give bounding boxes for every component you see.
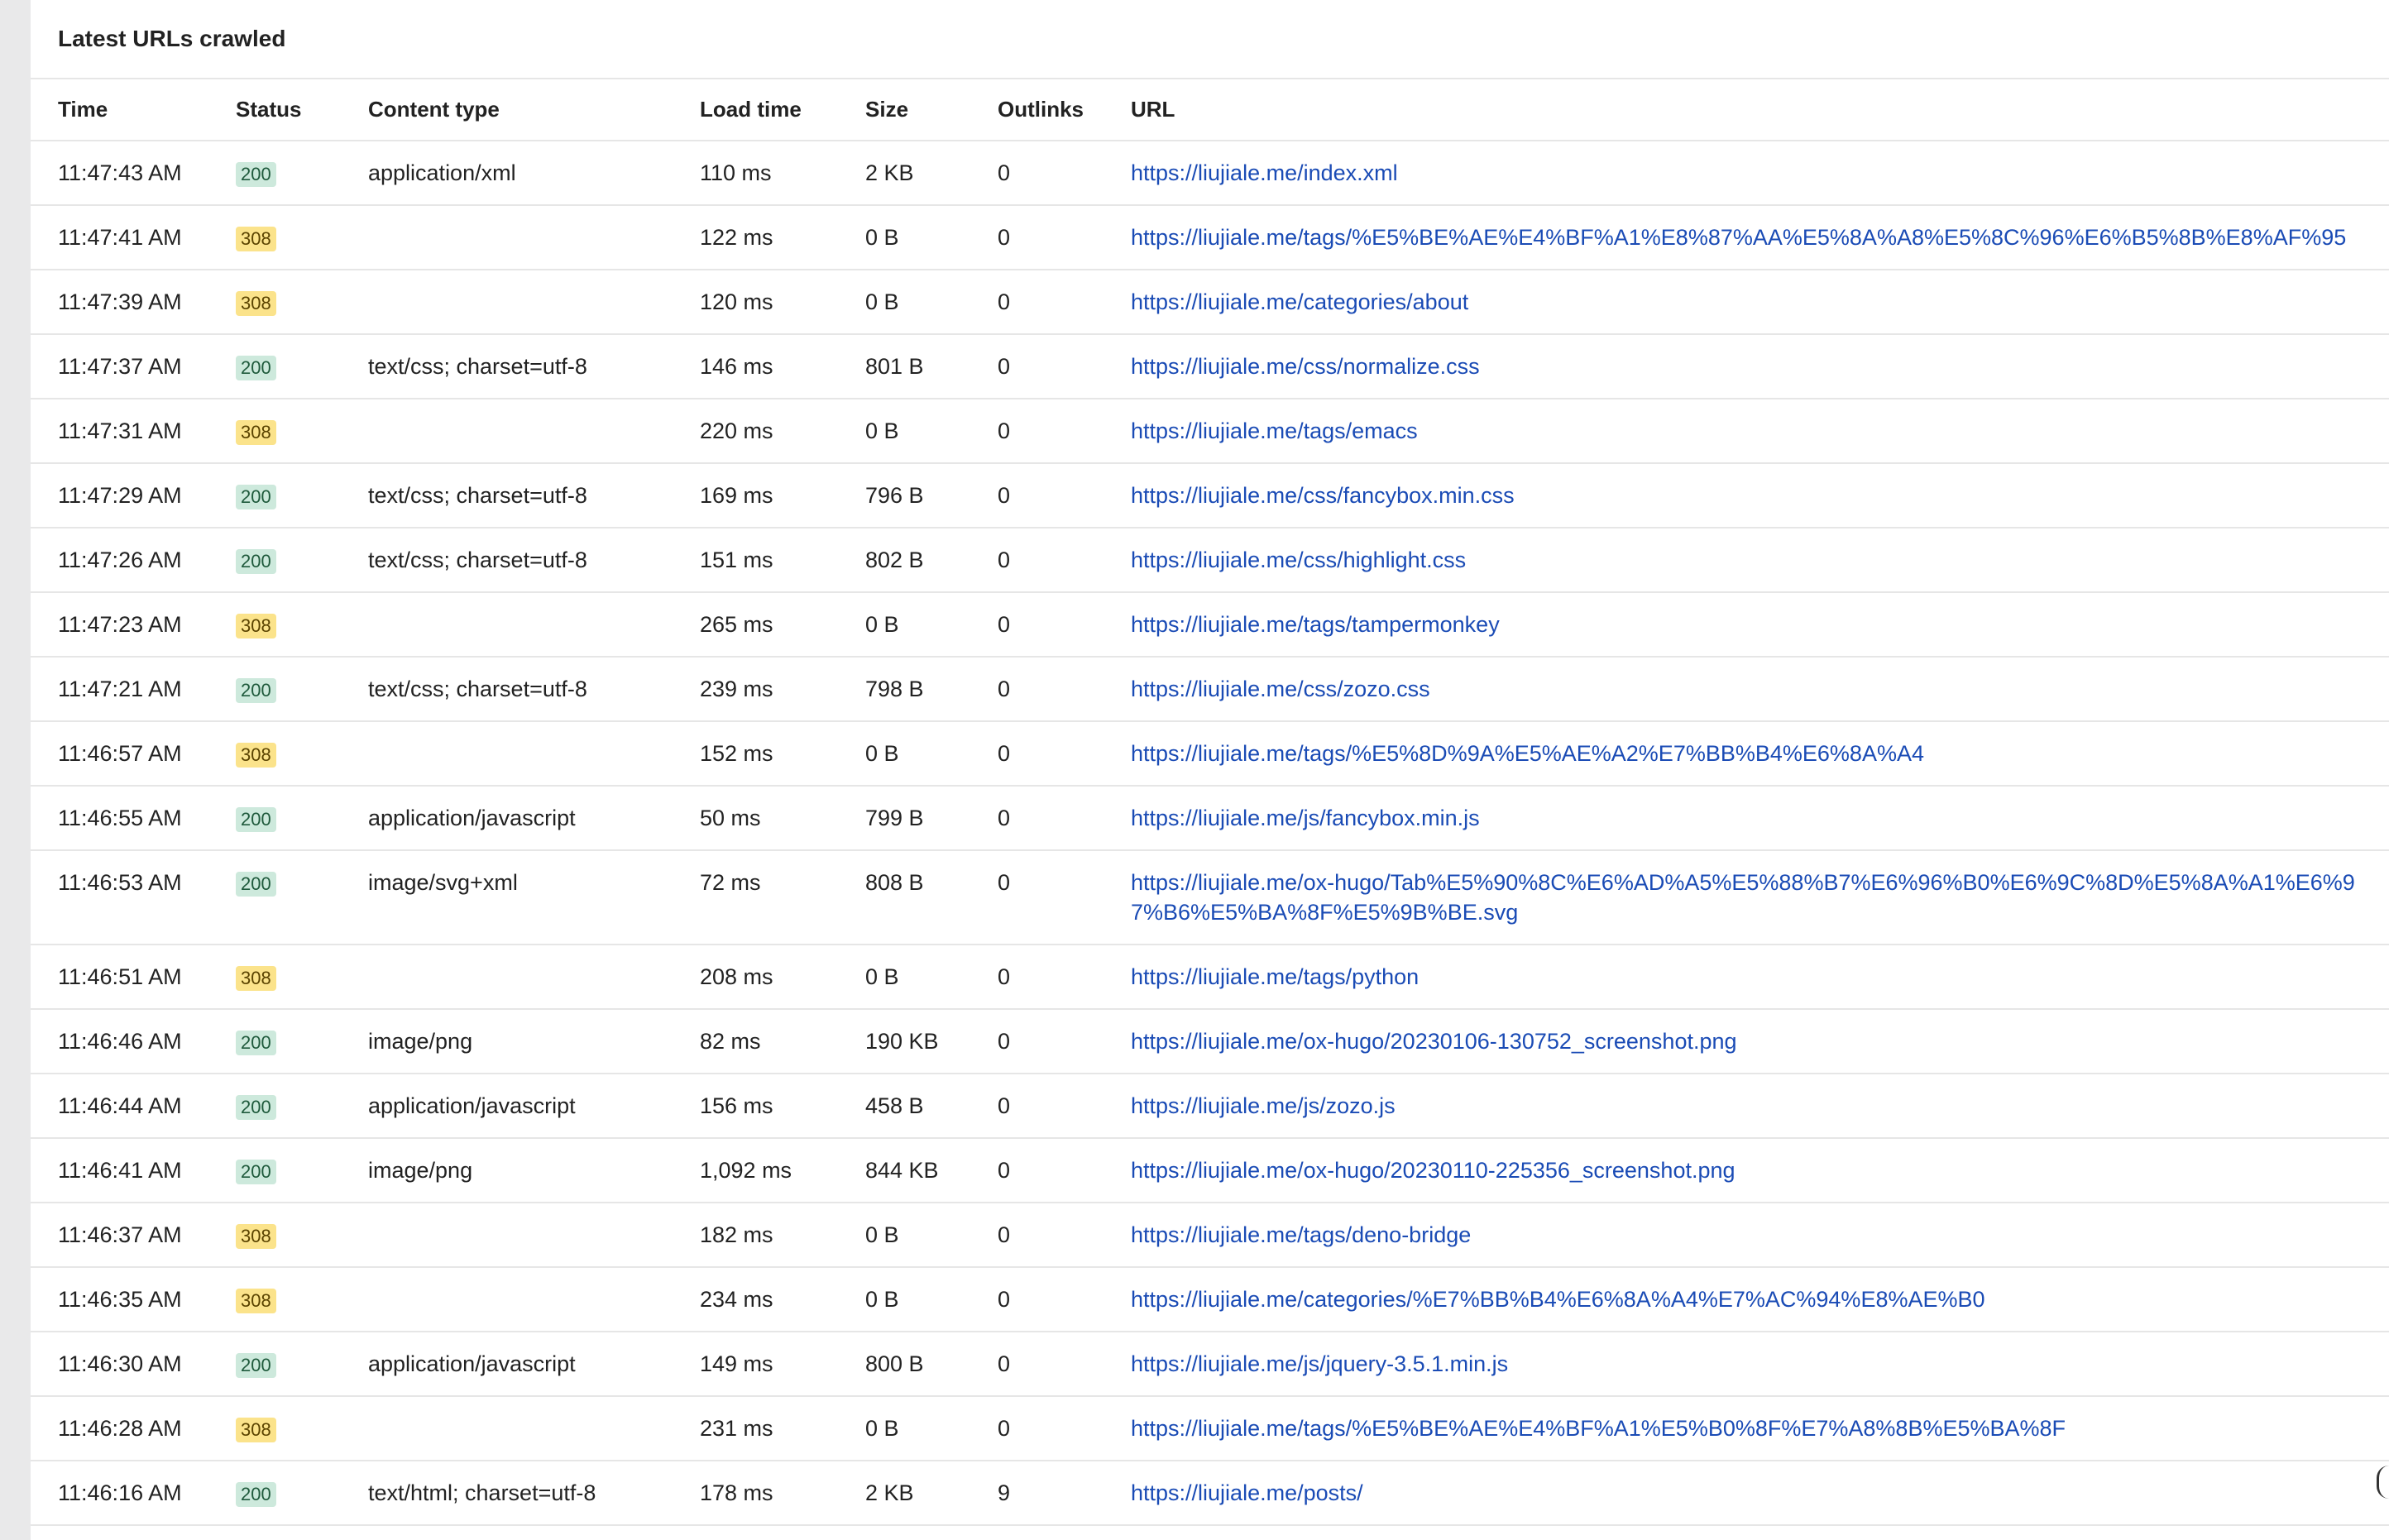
outlinks-cell: 0 [998,205,1131,270]
url-link[interactable]: https://liujiale.me/js/fancybox.min.js [1131,806,1480,830]
size-cell: 190 KB [865,1009,998,1074]
content-type-cell [368,1203,700,1267]
url-link[interactable]: https://liujiale.me/ox-hugo/20230110-225356_screenshot.png [1131,1158,1735,1183]
status-badge: 308 [236,1418,276,1442]
table-row [31,1138,2389,1203]
column-header-time[interactable]: Time [31,79,236,141]
status-cell [236,463,368,528]
load-time-cell: 265 ms [700,592,865,657]
time-cell: 11:46:51 AM [31,945,236,1009]
time-cell: 11:46:57 AM [31,721,236,786]
outlinks-cell: 0 [998,786,1131,850]
time-cell: 11:47:41 AM [31,205,236,270]
load-time-cell: 149 ms [700,1332,865,1396]
size-cell: 0 B [865,945,998,1009]
load-time-cell: 208 ms [700,945,865,1009]
status-badge: 200 [236,1482,276,1507]
size-cell: 0 B [865,1267,998,1332]
table-row [31,1332,2389,1396]
status-cell [236,1203,368,1267]
load-time-cell: 152 ms [700,721,865,786]
table-row [31,850,2389,945]
url-cell [1131,1009,2389,1074]
size-cell: 2 KB [865,141,998,205]
outlinks-cell: 0 [998,334,1131,399]
table-header-row [31,79,2389,141]
url-cell [1131,334,2389,399]
load-time-cell: 220 ms [700,399,865,463]
status-badge: 308 [236,966,276,991]
load-time-cell: 231 ms [700,1396,865,1461]
status-cell [236,786,368,850]
content-type-cell [368,399,700,463]
url-link[interactable]: https://liujiale.me/categories/about [1131,289,1469,314]
url-cell [1131,528,2389,592]
table-row [31,1074,2389,1138]
status-badge: 200 [236,807,276,832]
outlinks-cell: 0 [998,1074,1131,1138]
size-cell: 2 KB [865,1461,998,1525]
size-cell: 0 B [865,1396,998,1461]
status-cell [236,334,368,399]
load-time-cell: 82 ms [700,1009,865,1074]
outlinks-cell: 9 [998,1461,1131,1525]
outlinks-cell: 0 [998,1009,1131,1074]
url-link[interactable]: https://liujiale.me/ox-hugo/20230106-130752_screenshot.png [1131,1029,1737,1054]
table-row [31,528,2389,592]
status-badge: 308 [236,227,276,251]
content-type-cell: image/png [368,1009,700,1074]
status-cell [236,1074,368,1138]
status-cell [236,850,368,945]
status-badge: 200 [236,1095,276,1120]
size-cell: 0 B [865,399,998,463]
status-cell [236,528,368,592]
size-cell: 808 B [865,850,998,945]
load-time-cell: 169 ms [700,463,865,528]
outlinks-cell: 0 [998,850,1131,945]
content-type-cell: text/css; charset=utf-8 [368,657,700,721]
table-row [31,334,2389,399]
status-badge: 308 [236,420,276,445]
content-type-cell [368,721,700,786]
table-row [31,657,2389,721]
status-badge: 200 [236,356,276,380]
status-badge: 200 [236,678,276,703]
content-type-cell [368,270,700,334]
status-cell [236,399,368,463]
size-cell: 458 B [865,1074,998,1138]
status-badge: 200 [236,162,276,187]
table-row [31,1396,2389,1461]
time-cell: 11:46:30 AM [31,1332,236,1396]
time-cell: 11:47:43 AM [31,141,236,205]
time-cell: 11:46:35 AM [31,1267,236,1332]
time-cell: 11:46:44 AM [31,1074,236,1138]
table-row [31,786,2389,850]
url-cell [1131,850,2389,945]
crawl-panel [31,0,2389,1540]
url-link[interactable]: https://liujiale.me/tags/python [1131,964,1420,989]
size-cell: 796 B [865,463,998,528]
column-header-load-time[interactable]: Load time [700,79,865,141]
url-link[interactable]: https://liujiale.me/css/normalize.css [1131,354,1480,379]
outlinks-cell: 0 [998,528,1131,592]
content-type-cell: text/html; charset=utf-8 [368,1461,700,1525]
time-cell: 11:46:16 AM [31,1461,236,1525]
table-row [31,270,2389,334]
status-cell [236,721,368,786]
status-badge: 308 [236,291,276,316]
size-cell: 0 B [865,721,998,786]
content-type-cell [368,205,700,270]
content-type-cell [368,1267,700,1332]
url-cell [1131,205,2389,270]
url-link[interactable]: https://liujiale.me/tags/emacs [1131,418,1418,443]
status-badge: 200 [236,1353,276,1378]
url-cell [1131,399,2389,463]
table-row [31,399,2389,463]
status-badge: 200 [236,1160,276,1184]
size-cell: 801 B [865,334,998,399]
column-header-url[interactable]: URL [1131,79,2389,141]
time-cell: 11:47:23 AM [31,592,236,657]
size-cell: 800 B [865,1332,998,1396]
column-header-content-type[interactable]: Content type [368,79,700,141]
status-cell [236,205,368,270]
url-cell [1131,592,2389,657]
url-cell [1131,1332,2389,1396]
load-time-cell: 182 ms [700,1203,865,1267]
size-cell: 0 B [865,205,998,270]
url-cell [1131,270,2389,334]
status-badge: 200 [236,1031,276,1055]
url-link[interactable]: https://liujiale.me/js/jquery-3.5.1.min.js [1131,1351,1509,1376]
panel-title: Latest URLs crawled [58,26,286,51]
status-cell [236,1396,368,1461]
time-cell: 11:47:31 AM [31,399,236,463]
size-cell: 0 B [865,592,998,657]
time-cell: 11:47:29 AM [31,463,236,528]
load-time-cell: 146 ms [700,334,865,399]
table-row [31,1267,2389,1332]
status-cell [236,141,368,205]
url-link[interactable]: https://liujiale.me/tags/deno-bridge [1131,1222,1472,1247]
time-cell: 11:46:53 AM [31,850,236,945]
url-link[interactable]: https://liujiale.me/index.xml [1131,160,1398,185]
time-cell: 11:47:21 AM [31,657,236,721]
scroll-indicator[interactable] [2377,1466,2389,1499]
url-cell [1131,141,2389,205]
outlinks-cell: 0 [998,1203,1131,1267]
time-cell: 11:47:39 AM [31,270,236,334]
status-cell [236,592,368,657]
load-time-cell: 110 ms [700,141,865,205]
url-cell [1131,1074,2389,1138]
url-link[interactable]: https://liujiale.me/ox-hugo/Tab%E5%90%8C%E6%AD%A5%E5%88%B7%E6%96%B0%E6%9C%8D%E5%8A%A1%E6%97%B6%E5%BA%8F%E5%9B%BE.svg [1131,870,2355,925]
panel-header [31,0,2389,79]
url-link[interactable]: https://liujiale.me/posts/ [1131,1480,1363,1505]
url-cell [1131,786,2389,850]
outlinks-cell: 0 [998,463,1131,528]
content-type-cell [368,945,700,1009]
url-link[interactable]: https://liujiale.me/js/zozo.js [1131,1093,1396,1118]
status-cell [236,270,368,334]
table-row [31,1009,2389,1074]
load-time-cell: 178 ms [700,1461,865,1525]
status-cell [236,1138,368,1203]
content-type-cell: application/javascript [368,1332,700,1396]
table-body [31,141,2389,1525]
status-badge: 308 [236,1289,276,1313]
outlinks-cell: 0 [998,141,1131,205]
time-cell: 11:46:46 AM [31,1009,236,1074]
size-cell: 799 B [865,786,998,850]
status-cell [236,1332,368,1396]
table-row [31,141,2389,205]
content-type-cell [368,1396,700,1461]
size-cell: 844 KB [865,1138,998,1203]
time-cell: 11:46:28 AM [31,1396,236,1461]
url-link[interactable]: https://liujiale.me/categories/%E7%BB%B4%E6%8A%A4%E7%AC%94%E8%AE%B0 [1131,1287,1985,1312]
status-cell [236,1009,368,1074]
status-badge: 200 [236,485,276,509]
outlinks-cell: 0 [998,270,1131,334]
column-header-size[interactable]: Size [865,79,998,141]
size-cell: 0 B [865,270,998,334]
content-type-cell [368,592,700,657]
table-row [31,463,2389,528]
url-cell [1131,1203,2389,1267]
size-cell: 0 B [865,1203,998,1267]
outlinks-cell: 0 [998,399,1131,463]
content-type-cell: image/svg+xml [368,850,700,945]
outlinks-cell: 0 [998,1138,1131,1203]
content-type-cell: text/css; charset=utf-8 [368,334,700,399]
size-cell: 802 B [865,528,998,592]
url-link[interactable]: https://liujiale.me/css/zozo.css [1131,677,1430,701]
crawled-urls-table [31,79,2389,1526]
url-cell [1131,1461,2389,1525]
load-time-cell: 239 ms [700,657,865,721]
status-badge: 200 [236,872,276,897]
url-link[interactable]: https://liujiale.me/tags/%E5%BE%AE%E4%BF%A1%E5%B0%8F%E7%A8%8B%E5%BA%8F [1131,1416,2066,1441]
url-cell [1131,945,2389,1009]
outlinks-cell: 0 [998,657,1131,721]
time-cell: 11:46:55 AM [31,786,236,850]
status-cell [236,945,368,1009]
url-link[interactable]: https://liujiale.me/css/fancybox.min.css [1131,483,1515,508]
url-link[interactable]: https://liujiale.me/tags/%E5%8D%9A%E5%AE%A2%E7%BB%B4%E6%8A%A4 [1131,741,1924,766]
outlinks-cell: 0 [998,721,1131,786]
content-type-cell: application/javascript [368,1074,700,1138]
url-link[interactable]: https://liujiale.me/css/highlight.css [1131,548,1467,572]
load-time-cell: 122 ms [700,205,865,270]
table-row [31,205,2389,270]
url-cell [1131,657,2389,721]
time-cell: 11:46:41 AM [31,1138,236,1203]
table-row [31,1461,2389,1525]
time-cell: 11:46:37 AM [31,1203,236,1267]
table-row [31,1203,2389,1267]
outlinks-cell: 0 [998,945,1131,1009]
time-cell: 11:47:26 AM [31,528,236,592]
time-cell: 11:47:37 AM [31,334,236,399]
column-header-outlinks[interactable]: Outlinks [998,79,1131,141]
url-cell [1131,1396,2389,1461]
status-cell [236,657,368,721]
url-cell [1131,1138,2389,1203]
status-badge: 308 [236,743,276,768]
url-cell [1131,463,2389,528]
url-link[interactable]: https://liujiale.me/tags/tampermonkey [1131,612,1500,637]
status-cell [236,1267,368,1332]
load-time-cell: 50 ms [700,786,865,850]
status-badge: 308 [236,614,276,638]
outlinks-cell: 0 [998,592,1131,657]
status-badge: 200 [236,549,276,574]
column-header-status[interactable]: Status [236,79,368,141]
table-row [31,945,2389,1009]
outlinks-cell: 0 [998,1396,1131,1461]
status-badge: 308 [236,1224,276,1249]
load-time-cell: 151 ms [700,528,865,592]
content-type-cell: text/css; charset=utf-8 [368,528,700,592]
load-time-cell: 120 ms [700,270,865,334]
content-type-cell: text/css; charset=utf-8 [368,463,700,528]
url-link[interactable]: https://liujiale.me/tags/%E5%BE%AE%E4%BF%A1%E8%87%AA%E5%8A%A8%E5%8C%96%E6%B5%8B%E8%AF%95 [1131,225,2347,250]
outlinks-cell: 0 [998,1267,1131,1332]
content-type-cell: application/javascript [368,786,700,850]
outlinks-cell: 0 [998,1332,1131,1396]
content-type-cell: image/png [368,1138,700,1203]
load-time-cell: 72 ms [700,850,865,945]
url-cell [1131,1267,2389,1332]
content-type-cell: application/xml [368,141,700,205]
load-time-cell: 234 ms [700,1267,865,1332]
table-row [31,592,2389,657]
url-cell [1131,721,2389,786]
table-row [31,721,2389,786]
size-cell: 798 B [865,657,998,721]
load-time-cell: 156 ms [700,1074,865,1138]
load-time-cell: 1,092 ms [700,1138,865,1203]
status-cell [236,1461,368,1525]
